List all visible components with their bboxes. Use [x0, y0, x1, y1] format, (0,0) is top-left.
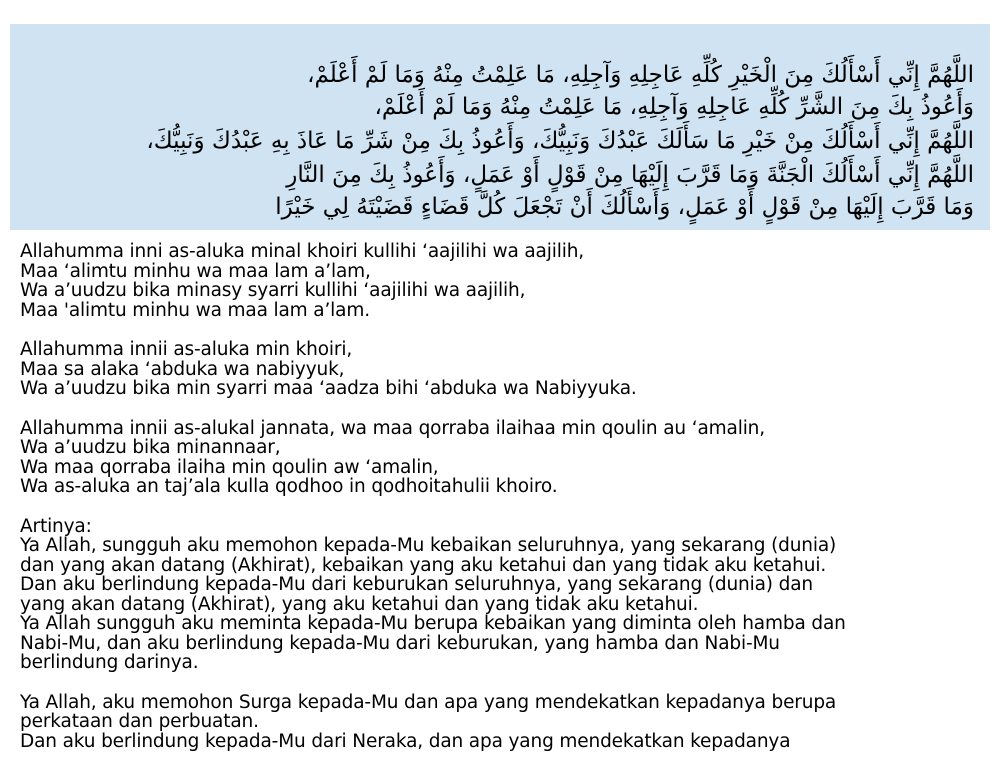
transliteration-line: Wa a’uudzu bika minannaar,: [20, 437, 281, 458]
meaning-heading: Artinya:: [20, 515, 92, 537]
arabic-line-5: وَمَا قَرَّبَ إِلَيْهَا مِنْ قَوْلٍ أَوْ عَمَلٍ، وَأَسْأَلُكَ أَنْ تَجْعَلَ كُلَّ قَضَاءٍ قَضَيْتَهُ لِي خَيْرًا: [275, 194, 974, 220]
transliteration-line: Allahumma innii as-alukal jannata, wa maa qorraba ilaihaa min qoulin au ‘amalin,: [20, 417, 765, 439]
arabic-line-1: اللَّهُمَّ إِنِّي أَسْأَلُكَ مِنَ الْخَيْرِ كُلِّهِ عَاجِلِهِ وَآجِلِهِ، مَا عَلِمْتُ مِنْهُ وَمَا لَمْ أَعْلَمْ،: [307, 62, 974, 88]
arabic-line-3: اللَّهُمَّ إِنِّي أَسْأَلُكَ مِنْ خَيْرِ مَا سَأَلَكَ عَبْدُكَ وَنَبِيُّكَ، وَأَعُوذُ بِكَ مِنْ شَرِّ مَا عَاذَ بِهِ عَبْدُكَ وَنَبِيُّكَ،: [146, 128, 974, 154]
meaning-line: dan yang akan datang (Akhirat), kebaikan yang aku ketahui dan yang tidak aku ketahui.: [20, 554, 827, 576]
meaning-line: yang akan datang (Akhirat), yang aku ketahui dan yang tidak aku ketahui.: [20, 593, 699, 615]
meaning-line: Dan aku berlindung kepada-Mu dari keburukan seluruhnya, yang sekarang (dunia) dan: [20, 574, 813, 595]
transliteration-line: Allahumma inni as-aluka minal khoiri kullihi ‘aajilihi wa aajilih,: [20, 241, 584, 262]
transliteration-paragraph-3: [20, 419, 980, 497]
meaning-paragraph-1: [20, 517, 980, 673]
transliteration-paragraph-1: [20, 242, 980, 320]
meaning-line: Ya Allah sungguh aku meminta kepada-Mu berupa kebaikan yang diminta oleh hamba dan: [20, 613, 846, 634]
meaning-line: Dan aku berlindung kepada-Mu dari Neraka, dan apa yang mendekatkan kepadanya: [20, 730, 791, 752]
transliteration-line: Wa a’uudzu bika minasy syarri kullihi ‘aajilihi wa aajilih,: [20, 280, 526, 301]
transliteration-line: Allahumma innii as-aluka min khoiri,: [20, 339, 353, 360]
meaning-paragraph-2: [20, 693, 980, 752]
transliteration-paragraph-2: [20, 340, 980, 399]
transliteration-line: Wa maa qorraba ilaiha min qoulin aw ‘amalin,: [20, 456, 439, 478]
transliteration-line: Wa a’uudzu bika min syarri maa ‘aadza bihi ‘abduka wa Nabiyyuka.: [20, 378, 637, 399]
meaning-line: Ya Allah, aku memohon Surga kepada-Mu dan apa yang mendekatkan kepadanya berupa: [20, 691, 837, 713]
meaning-line: berlindung darinya.: [20, 652, 199, 673]
transliteration-line: Maa sa alaka ‘abduka wa nabiyyuk,: [20, 358, 345, 380]
meaning-line: perkataan dan perbuatan.: [20, 711, 259, 732]
transliteration-line: Maa 'alimtu minhu wa maa lam a’lam.: [20, 299, 370, 321]
arabic-line-2: وَأَعُوذُ بِكَ مِنَ الشَّرِّ كُلِّهِ عَاجِلِهِ وَآجِلِهِ، مَا عَلِمْتُ مِنْهُ وَمَا لَمْ أَعْلَمْ،: [374, 94, 974, 120]
arabic-prayer-panel: [10, 24, 990, 230]
transliteration-line: Maa ‘alimtu minhu wa maa lam a’lam,: [20, 260, 371, 282]
transliteration-line: Wa as-aluka an taj’ala kulla qodhoo in qodhoitahulii khoiro.: [20, 476, 558, 497]
arabic-line-4: اللَّهُمَّ إِنِّي أَسْأَلُكَ الْجَنَّةَ وَمَا قَرَّبَ إِلَيْهَا مِنْ قَوْلٍ أَوْ عَمَلٍ، وَأَعُوذُ بِكَ مِنَ النَّارِ: [286, 162, 974, 188]
document-body: [20, 242, 980, 766]
meaning-line: Nabi-Mu, dan aku berlindung kepada-Mu dari keburukan, yang hamba dan Nabi-Mu: [20, 632, 780, 654]
meaning-line: Ya Allah, sungguh aku memohon kepada-Mu kebaikan seluruhnya, yang sekarang (dunia): [20, 535, 837, 556]
